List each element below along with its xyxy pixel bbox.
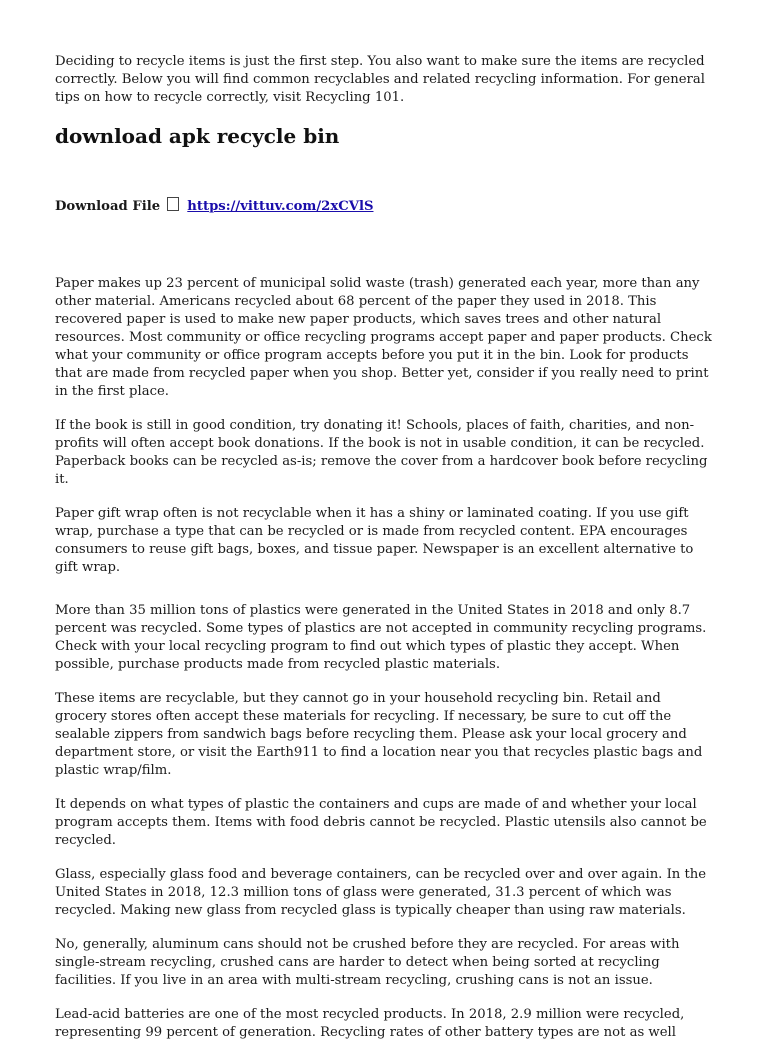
body-paragraph: No, generally, aluminum cans should not be crushed before they are recycled. For areas with single-stream recycling, crushed cans are harder to detect when being sorted at recycling facilities. If you live in an area with multi-stream recycling, crushing cans is not an issue.	[55, 937, 680, 988]
body-paragraph: It depends on what types of plastic the containers and cups are made of and whether your local program accepts them. Items with food debris cannot be recycled. Plastic utensils also cannot be recycled.	[55, 797, 707, 848]
body-paragraph: More than 35 million tons of plastics were generated in the United States in 2018 and only 8.7 percent was recycled. Some types of plastics are not accepted in community recycling programs. Check with your local recycling program to find out which types of plastic they accept. When possible, purchase products made from recycled plastic materials.	[55, 603, 707, 672]
download-label: Download File	[55, 199, 161, 214]
document-page	[55, 53, 715, 1042]
body-paragraph: If the book is still in good condition, try donating it! Schools, places of faith, charities, and non-profits will often accept book donations. If the book is not in usable condition, it can be recycled. Paperback books can be recycled as-is; remove the cover from a hardcover book before recycling it.	[55, 418, 708, 487]
body-paragraph: Paper makes up 23 percent of municipal solid waste (trash) generated each year, more than any other material. Americans recycled about 68 percent of the paper they used in 2018. This recovered paper is used to make new paper products, which saves trees and other natural resources. Most community or office recycling programs accept paper and paper products. Check what your community or office program accepts before you put it in the bin. Look for products that are made from recycled paper when you shop. Better yet, consider if you really need to print in the first place.	[55, 276, 712, 399]
intro-paragraph: Deciding to recycle items is just the first step. You also want to make sure the items are recycled correctly. Below you will find common recyclables and related recycling information. For general tips on how to recycle correctly, visit Recycling 101.	[55, 54, 705, 105]
body-paragraph: Glass, especially glass food and beverage containers, can be recycled over and over again. In the United States in 2018, 12.3 million tons of glass were generated, 31.3 percent of which was recycled. Making new glass from recycled glass is typically cheaper than using raw materials.	[55, 867, 707, 918]
page-title: download apk recycle bin	[55, 124, 340, 148]
body-paragraph: Lead-acid batteries are one of the most recycled products. In 2018, 2.9 million were recycled, representing 99 percent of generation. Recycling rates of other battery types are not as well	[55, 1007, 685, 1040]
body-paragraph: Paper gift wrap often is not recyclable when it has a shiny or laminated coating. If you use gift wrap, purchase a type that can be recycled or is made from recycled content. EPA encourages consumers to reuse gift bags, boxes, and tissue paper. Newspaper is an excellent alternative to gift wrap.	[55, 506, 694, 575]
download-line	[55, 197, 715, 216]
download-link[interactable]: https://vittuv.com/2xCVlS	[187, 199, 374, 214]
body-paragraph: These items are recyclable, but they cannot go in your household recycling bin. Retail and grocery stores often accept these materials for recycling. If necessary, be sure to cut off the sealable zippers from sandwich bags before recycling them. Please ask your local grocery and department store, or visit the Earth911 to find a location near you that recycles plastic bags and plastic wrap/film.	[55, 691, 703, 778]
missing-glyph-icon	[167, 197, 179, 211]
